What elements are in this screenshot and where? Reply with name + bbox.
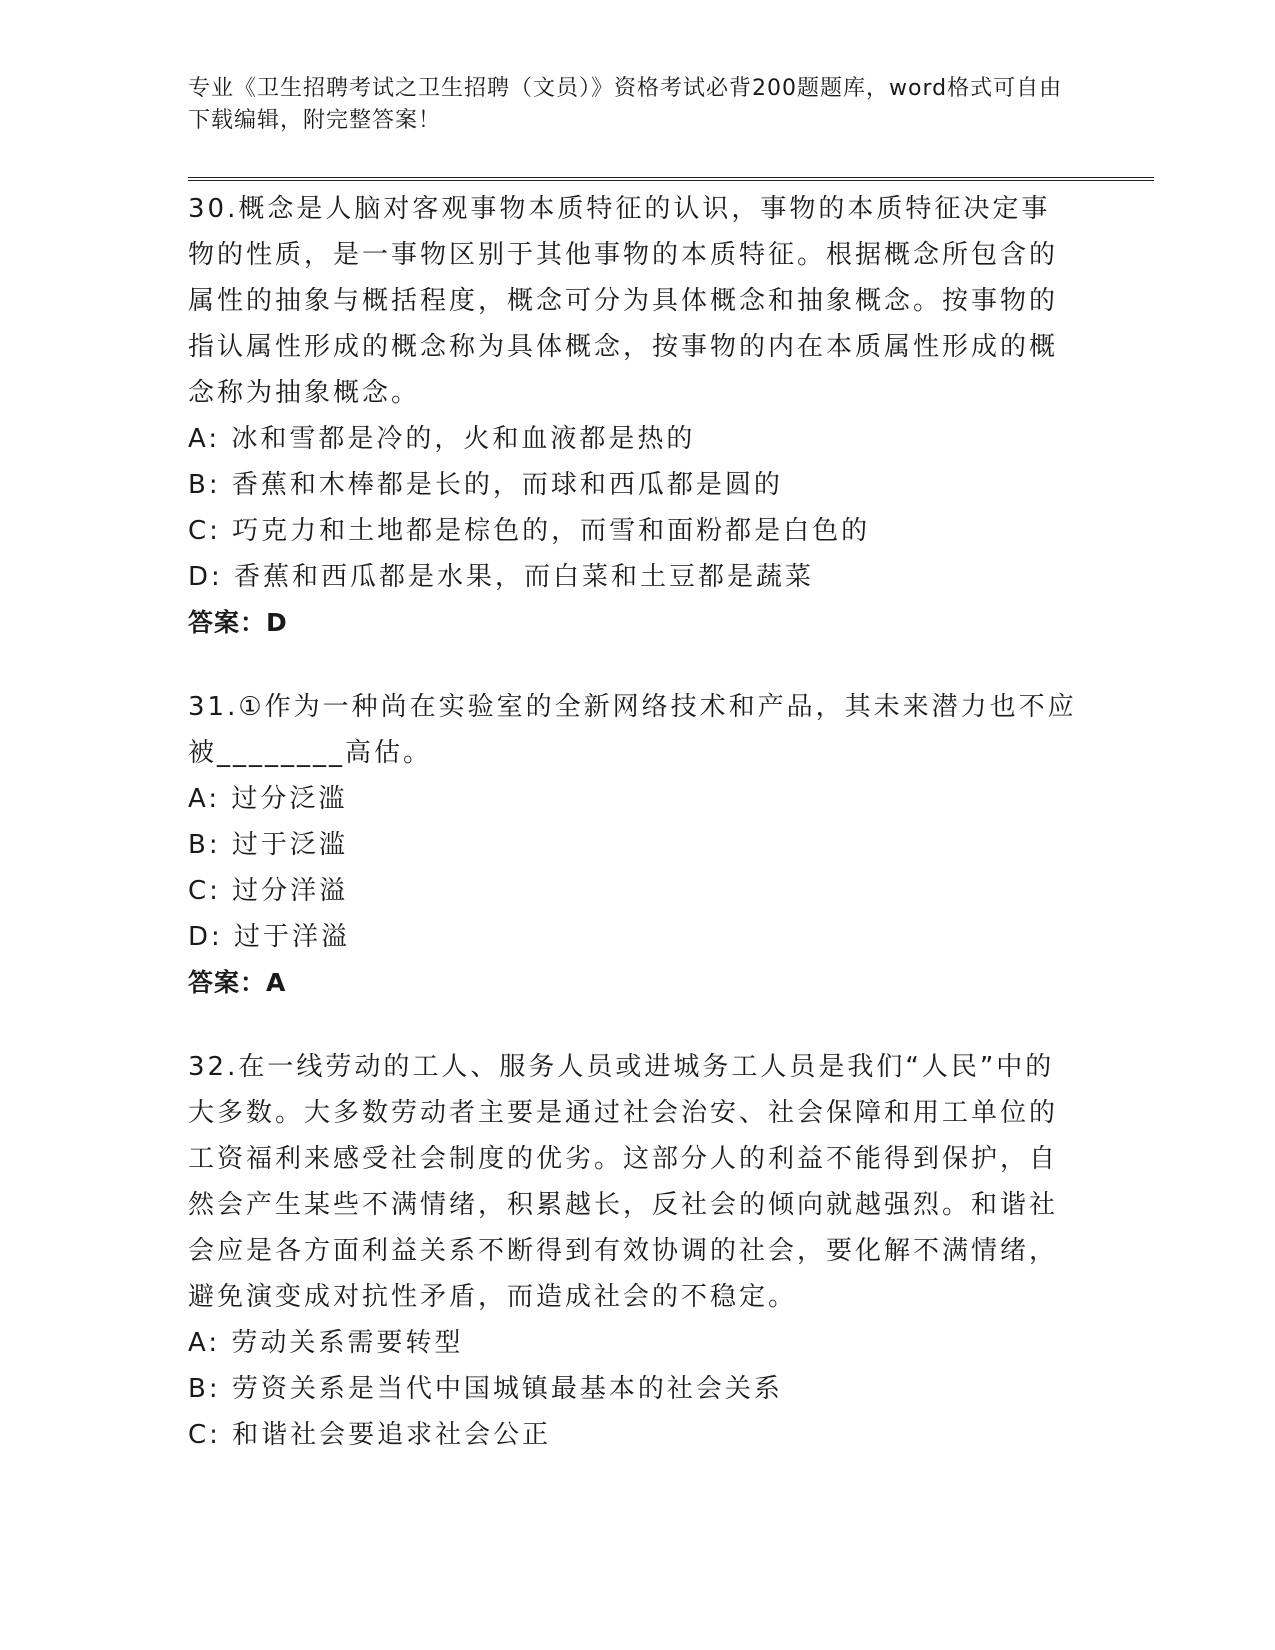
option-b: B: 香蕉和木棒都是长的，而球和西瓜都是圆的 xyxy=(188,470,783,500)
option-a: A: 劳动关系需要转型 xyxy=(188,1328,464,1358)
option-a: A: 冰和雪都是冷的，火和血液都是热的 xyxy=(188,424,696,454)
option-c: C: 和谐社会要追求社会公正 xyxy=(188,1420,552,1450)
option-c: C: 过分洋溢 xyxy=(188,876,349,906)
option-b: B: 过于泛滥 xyxy=(188,830,348,860)
option-d: D: 过于洋溢 xyxy=(188,922,351,952)
question-30 xyxy=(188,186,1078,646)
option-a: A: 过分泛滥 xyxy=(188,784,348,814)
question-31 xyxy=(188,684,1078,1006)
option-d: D: 香蕉和西瓜都是水果，而白菜和土豆都是蔬菜 xyxy=(188,562,815,592)
question-stem: 32.在一线劳动的工人、服务人员或进城务工人员是我们“人民”中的大多数。大多数劳动者主要是通过社会治安、社会保障和用工单位的工资福利来感受社会制度的优劣。这部分人的利益不能得到保护，自然会产生某些不满情绪，积累越长，反社会的倾向就越强烈。和谐社会应是各方面利益关系不断得到有效协调的社会，要化解不满情绪，避免演变成对抗性矛盾，而造成社会的不稳定。 xyxy=(188,1052,1059,1312)
header-divider xyxy=(188,177,1154,181)
answer-label: 答案：A xyxy=(188,968,287,997)
question-list xyxy=(188,186,1078,1496)
question-stem: 31.①作为一种尚在实验室的全新网络技术和产品，其未来潜力也不应被________高估。 xyxy=(188,692,1077,768)
document-header: 专业《卫生招聘考试之卫生招聘（文员）》资格考试必背200题题库，word格式可自由下载编辑，附完整答案！ xyxy=(188,76,1063,133)
answer-label: 答案：D xyxy=(188,608,288,637)
option-c: C: 巧克力和土地都是棕色的，而雪和面粉都是白色的 xyxy=(188,516,871,546)
question-32 xyxy=(188,1044,1078,1458)
question-stem: 30.概念是人脑对客观事物本质特征的认识，事物的本质特征决定事物的性质，是一事物区别于其他事物的本质特征。根据概念所包含的属性的抽象与概括程度，概念可分为具体概念和抽象概念。按事物的指认属性形成的概念称为具体概念，按事物的内在本质属性形成的概念称为抽象概念。 xyxy=(188,194,1059,408)
option-b: B: 劳资关系是当代中国城镇最基本的社会关系 xyxy=(188,1374,783,1404)
